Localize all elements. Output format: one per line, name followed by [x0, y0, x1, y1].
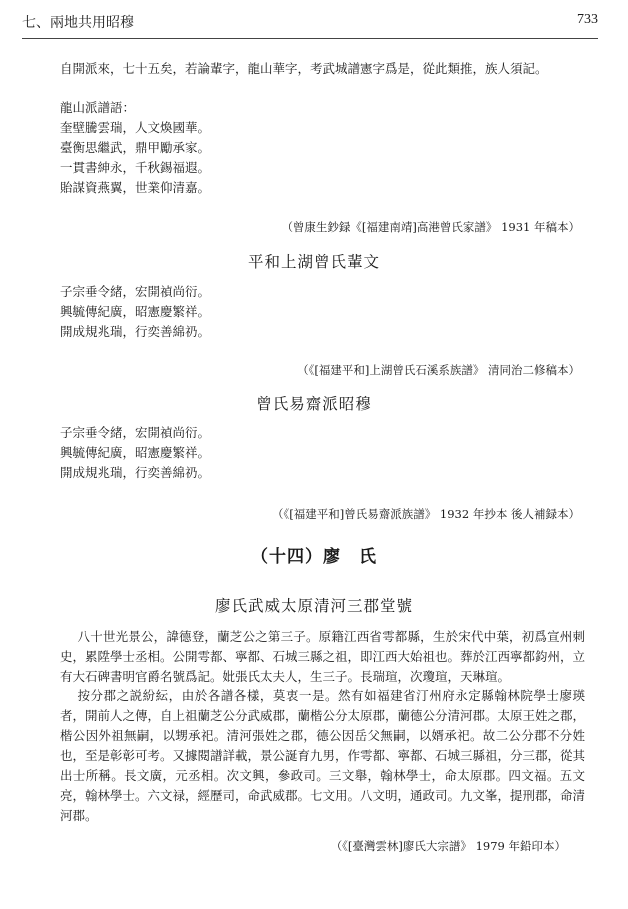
liao-section-heading: （十四）廖 氏	[251, 547, 377, 567]
longshan-line-2: 臺衡思繼武，鼎甲勵承家。	[60, 140, 211, 155]
paragraph-text: 八十世光景公，諱德登，蘭芝公之第三子。原籍江西省雩都縣，生於宋代中葉，初爲宣州刺史，累陞學士丞相。公開雩都、寧都、石城三縣之祖，即江西大始祖也。葬於江西寧都鈞州，立有大石碑書明官爵名號爲記。妣張氏太夫人，生三子。長瑞瑄，次瓊瑄，天琳瑄。	[60, 629, 586, 684]
pinghe-line-2: 興毓傳紀廣，昭憲慶繁祥。	[60, 304, 211, 319]
yizhai-line-2: 興毓傳紀廣，昭憲慶繁祥。	[60, 445, 211, 460]
yizhai-source: （《[福建平和]曾氏易齋派族譜》 1932 年抄本 後人補録本）	[272, 507, 580, 521]
liao-title: 廖氏武威太原清河三郡堂號	[214, 597, 413, 615]
intro-line: 自開派來，七十五矣，若論輩字，龍山華字，考武城譜憲字爲是，從此類推，族人須記。	[60, 61, 548, 76]
page-number: 733	[577, 12, 598, 27]
longshan-line-4: 貽謀資燕翼，世業仰清嘉。	[60, 180, 211, 195]
longshan-line-1: 奎壁騰雲瑞，人文煥國華。	[60, 120, 211, 135]
yizhai-title: 曾氏易齋派昭穆	[256, 395, 372, 413]
pinghe-title: 平和上湖曾氏輩文	[247, 253, 380, 271]
longshan-source: （曾康生鈔録《[福建南靖]高港曾氏家譜》 1931 年稿本）	[281, 220, 580, 234]
running-header	[22, 12, 598, 34]
longshan-line-3: 一貫書紳永，千秋錫福遐。	[60, 160, 211, 175]
pinghe-line-1: 子宗垂令緒，宏開禎尚衍。	[60, 284, 211, 299]
longshan-heading: 龍山派譜語：	[60, 100, 136, 115]
chapter-title: 七、兩地共用昭穆	[22, 15, 134, 31]
liao-paragraph-2	[60, 686, 585, 826]
paragraph-text: 按分郡之説紛紜，由於各譜各樣，莫衷一是。然有如福建省汀州府永定縣翰林院學士廖瑛者，開前人之傳，自上祖蘭芝公分武威郡，蘭楷公分太原郡，蘭德公分清河郡。太原王姓之郡，楷公因外祖無嗣，以甥承祀。清河張姓之郡，德公因岳父無嗣，以婿承祀。故二公分郡不分姓也，至是彰彰可考。又據閱譜詳載，景公誕育九男，作雩都、寧都、石城三縣祖，分三郡，從其出士所稱。長文廣，元丞相。次文興，參政司。三文舉，翰林學士，命太原郡。四文福。五文亮，翰林學士。六文禄，經歷司，命武威郡。七文用。八文明，通政司。九文峯，提刑郡，命清河郡。	[60, 688, 586, 823]
pinghe-source: （《[福建平和]上湖曾氏石溪系族譜》 清同治二修稿本）	[297, 363, 580, 377]
header-rule	[22, 38, 598, 39]
yizhai-line-3: 開成規兆瑞，行奕善綿礽。	[60, 465, 211, 480]
pinghe-line-3: 開成規兆瑞，行奕善綿礽。	[60, 324, 211, 339]
liao-paragraph-1	[60, 627, 585, 687]
liao-source: （《[臺灣雲林]廖氏大宗譜》 1979 年鉛印本）	[330, 839, 566, 853]
yizhai-line-1: 子宗垂令緒，宏開禎尚衍。	[60, 425, 211, 440]
